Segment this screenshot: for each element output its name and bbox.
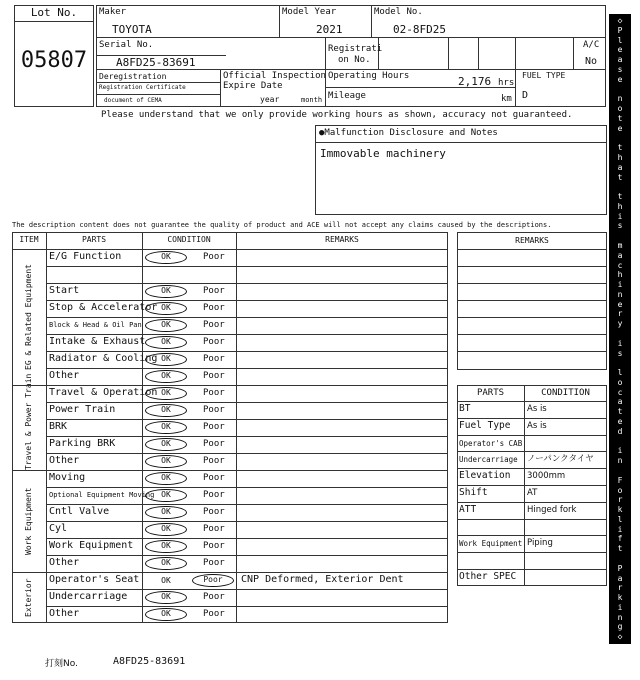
specs-part: Elevation [459, 470, 511, 482]
ok-marked: OK [145, 455, 187, 468]
sidebar-char: t [617, 407, 623, 417]
sidebar-char [609, 554, 631, 564]
sidebar-char: t [617, 544, 623, 554]
sidebar-char: ◇ [617, 632, 623, 642]
operating-hours-value: 2,176 [458, 75, 492, 88]
sidebar-char: i [617, 211, 623, 221]
sidebar-char: e [617, 417, 623, 427]
specs-condition: As is [527, 420, 547, 431]
poor-option: Poor [203, 473, 225, 483]
right-remarks-row-divider [457, 266, 607, 267]
row-part-label: Moving [49, 472, 86, 483]
sidebar-char [609, 466, 631, 476]
sidebar-char [609, 84, 631, 94]
right-remarks-row-divider [457, 283, 607, 284]
ok-marked: OK [145, 302, 187, 315]
table-row-divider [46, 266, 448, 267]
sidebar-char: t [617, 172, 623, 182]
table-row-divider [46, 368, 448, 369]
ok-marked: OK [145, 387, 187, 400]
poor-option: Poor [203, 490, 225, 500]
specs-row-divider [457, 485, 607, 486]
sidebar-char [609, 231, 631, 241]
table-header-remarks: REMARKS [325, 235, 359, 244]
sidebar-char: l [617, 514, 623, 524]
model-no-label: Model No. [374, 7, 423, 17]
row-part-label: Intake & Exhaust [49, 336, 146, 347]
registration-certificate-label: Registration Certificate [99, 84, 186, 91]
ok-marked: OK [145, 489, 187, 502]
sidebar-char: e [617, 123, 623, 133]
right-remarks-row-divider [457, 351, 607, 352]
specs-condition: 3000mm [527, 471, 566, 482]
table-row-divider [12, 470, 448, 471]
poor-marked: Poor [192, 574, 234, 587]
row-part-label: Other [49, 608, 80, 619]
poor-option: Poor [203, 354, 225, 364]
sidebar-char: o [617, 104, 623, 114]
sidebar-char: e [617, 74, 623, 84]
sidebar-char: c [617, 387, 623, 397]
right-remarks-header: REMARKS [515, 236, 549, 245]
table-col-divider [236, 232, 237, 623]
specs-part: Work Equipment [459, 539, 523, 549]
stamp-number-value: A8FD25-83691 [113, 656, 186, 667]
lot-label: Lot No. [30, 6, 78, 19]
fuel-type-value: D [522, 90, 529, 101]
table-header-parts: PARTS [81, 235, 107, 244]
row-part-label: Undercarriage [49, 591, 128, 602]
specs-part: Fuel Type [459, 419, 511, 431]
poor-option: Poor [203, 405, 225, 415]
group-label: Exterior [24, 578, 33, 617]
serial-label: Serial No. [99, 40, 154, 50]
table-row-divider [46, 436, 448, 437]
location-notice-sidebar [609, 14, 631, 644]
specs-row-divider [457, 468, 607, 469]
table-row-divider [46, 521, 448, 522]
poor-option: Poor [203, 320, 225, 330]
ac-label: A/C [583, 40, 600, 50]
ok-marked: OK [145, 523, 187, 536]
poor-option: Poor [203, 388, 225, 398]
sidebar-char: a [617, 397, 623, 407]
sidebar-char: P [617, 25, 623, 35]
row-part-label: Block & Head & Oil Pan [49, 321, 142, 329]
right-remarks-box [457, 232, 607, 370]
sidebar-char: ◇ [617, 16, 623, 25]
poor-option: Poor [203, 524, 225, 534]
poor-option: Poor [203, 252, 225, 262]
specs-row-divider [457, 502, 607, 503]
group-label: EG & Related Equipment [24, 264, 33, 370]
fuel-type-label: FUEL TYPE [522, 71, 566, 80]
table-row-divider [46, 555, 448, 556]
table-header-condition: CONDITION [167, 235, 211, 244]
row-part-label: Radiator & Cooling [49, 353, 158, 364]
poor-option: Poor [203, 609, 225, 619]
sidebar-char [609, 358, 631, 368]
ok-marked: OK [145, 319, 187, 332]
month-label: month [301, 96, 323, 104]
ok-marked: OK [145, 285, 187, 298]
sidebar-char: t [617, 143, 623, 153]
notice-text: Please understand that we only provide working hours as shown, accuracy not guaranteed. [101, 110, 573, 120]
malfunction-box [315, 125, 607, 215]
specs-header-condition: CONDITION [541, 388, 590, 398]
sidebar-char: t [617, 113, 623, 123]
sidebar-char: n [617, 289, 623, 299]
sidebar-char [609, 437, 631, 447]
mileage-label: Mileage [328, 91, 366, 101]
sidebar-char: a [617, 162, 623, 172]
ok-marked: OK [145, 251, 187, 264]
sidebar-char: l [617, 368, 623, 378]
ok-marked: OK [145, 404, 187, 417]
specs-row-divider [457, 569, 607, 570]
table-header-item: ITEM [19, 235, 39, 244]
registration-label-2: on No. [338, 55, 371, 65]
sidebar-char [609, 329, 631, 339]
ok-marked: OK [145, 506, 187, 519]
ok-marked: OK [145, 370, 187, 383]
sidebar-char: n [617, 94, 623, 104]
ac-value: No [585, 56, 598, 67]
sidebar-char: i [617, 280, 623, 290]
sidebar-char: e [617, 45, 623, 55]
table-row-divider [46, 538, 448, 539]
ok-marked: OK [145, 336, 187, 349]
ok-marked: OK [145, 438, 187, 451]
sidebar-char: f [617, 534, 623, 544]
sidebar-char: l [617, 35, 623, 45]
table-row-divider [46, 487, 448, 488]
sidebar-char: s [617, 64, 623, 74]
row-part-label: Work Equipment [49, 540, 134, 551]
sidebar-char: n [617, 612, 623, 622]
poor-option: Poor [203, 592, 225, 602]
specs-row-divider [457, 451, 607, 452]
ok-marked: OK [145, 591, 187, 604]
hrs-unit: hrs [498, 78, 515, 88]
table-row-divider [46, 300, 448, 301]
row-part-label: Cyl [49, 523, 68, 534]
poor-option: Poor [203, 303, 225, 313]
table-header-divider [12, 249, 448, 250]
ok-marked: OK [145, 421, 187, 434]
specs-condition: AT [527, 488, 538, 498]
sidebar-char: r [617, 309, 623, 319]
lot-number: 05807 [20, 48, 88, 73]
table-row-divider [46, 606, 448, 607]
sidebar-char: e [617, 299, 623, 309]
sidebar-char: a [617, 250, 623, 260]
table-row-divider [12, 385, 448, 386]
specs-condition: As is [527, 404, 547, 414]
sidebar-char: n [617, 456, 623, 466]
specs-row-divider [457, 435, 607, 436]
row-part-label: Cntl Valve [49, 506, 110, 517]
row-part-label: Parking BRK [49, 438, 116, 449]
specs-row-divider [457, 552, 607, 553]
sidebar-char: o [617, 485, 623, 495]
row-part-label: Other [49, 370, 80, 381]
registration-label-1: Registrati [328, 44, 383, 54]
table-row-divider [46, 351, 448, 352]
inspection-label-2: Expire Date [223, 81, 283, 91]
sidebar-char: i [617, 602, 623, 612]
poor-option: Poor [203, 439, 225, 449]
sidebar-char: i [617, 446, 623, 456]
poor-option: Poor [203, 558, 225, 568]
specs-part: Other SPEC [459, 571, 517, 582]
deregistration-label: Deregistration [99, 72, 167, 81]
sidebar-char: s [617, 348, 623, 358]
year-label: year [260, 95, 280, 104]
ok-marked: OK [145, 557, 187, 570]
row-part-label: Start [49, 285, 80, 296]
sidebar-char [609, 182, 631, 192]
sidebar-char: k [617, 505, 623, 515]
serial-value: A8FD25-83691 [116, 56, 196, 69]
row-part-label: Operator's Seat [49, 574, 140, 585]
model-no-value: 02-8FD25 [393, 23, 446, 36]
ok-marked: OK [145, 472, 187, 485]
sidebar-char: h [617, 270, 623, 280]
table-row-divider [46, 334, 448, 335]
specs-row-divider [457, 535, 607, 536]
row-part-label: Travel & Operation [49, 387, 158, 398]
sidebar-char: F [617, 475, 623, 485]
poor-option: Poor [203, 507, 225, 517]
sidebar-char: s [617, 221, 623, 231]
right-remarks-row-divider [457, 317, 607, 318]
row-part-label: Power Train [49, 404, 116, 415]
sidebar-char: y [617, 319, 623, 329]
sidebar-char [609, 133, 631, 143]
group-label: Work Equipment [24, 487, 33, 555]
disclaimer-text: The description content does not guarantee the quality of product and ACE will not accept any claims caused by the descriptions. [12, 221, 552, 229]
poor-option: Poor [203, 422, 225, 432]
sidebar-char: a [617, 55, 623, 65]
table-row-divider [46, 419, 448, 420]
inspection-label-1: Official Inspection [223, 71, 326, 81]
sidebar-char: a [617, 573, 623, 583]
table-row-divider [46, 504, 448, 505]
right-remarks-row-divider [457, 334, 607, 335]
table-row-divider [46, 283, 448, 284]
operating-hours-label: Operating Hours [328, 71, 410, 81]
right-remarks-header-divider [457, 249, 607, 250]
sidebar-char: i [617, 338, 623, 348]
maker-value: TOYOTA [112, 23, 152, 36]
specs-row-divider [457, 519, 607, 520]
row-remark: CNP Deformed, Exterior Dent [241, 574, 404, 585]
stamp-number-label: 打刻No. [45, 659, 78, 669]
row-part-label: BRK [49, 421, 68, 432]
specs-row-divider [457, 401, 607, 402]
specs-part: Shift [459, 487, 488, 498]
table-col-divider [46, 232, 47, 623]
table-row-divider [12, 572, 448, 573]
maker-label: Maker [99, 7, 127, 17]
ok-marked: OK [145, 353, 187, 366]
table-row-divider [46, 317, 448, 318]
table-row-divider [46, 589, 448, 590]
malfunction-title: ●Malfunction Disclosure and Notes [319, 128, 498, 138]
sidebar-char: m [617, 240, 623, 250]
cema-document-label: document of CEMA [104, 97, 162, 104]
sidebar-char: c [617, 260, 623, 270]
row-part-label: E/G Function [49, 251, 122, 262]
location-notice-text [609, 14, 631, 642]
malfunction-text: Immovable machinery [320, 147, 446, 160]
specs-header-parts: PARTS [476, 388, 505, 398]
model-year-value: 2021 [316, 23, 343, 36]
sidebar-char: h [617, 152, 623, 162]
row-part-label: Other [49, 557, 80, 568]
sidebar-char: d [617, 426, 623, 436]
km-unit: km [501, 94, 512, 104]
ok-marked: OK [145, 608, 187, 621]
row-part-label: Other [49, 455, 80, 466]
poor-option: Poor [203, 371, 225, 381]
table-row-divider [46, 453, 448, 454]
specs-row-divider [457, 418, 607, 419]
sidebar-char: P [617, 563, 623, 573]
row-part-label: Optional Equipment Moving [49, 491, 155, 499]
specs-part: Operator's CAB [459, 438, 523, 448]
specs-condition: ノーパンクタイヤ [527, 454, 594, 465]
specs-condition: Piping [527, 538, 553, 549]
table-col-divider [142, 232, 143, 623]
poor-option: Poor [203, 286, 225, 296]
specs-condition: Hinged fork [527, 504, 577, 515]
sidebar-char: r [617, 495, 623, 505]
sidebar-char: h [617, 201, 623, 211]
sidebar-char: g [617, 622, 623, 632]
specs-part: BT [459, 403, 471, 414]
group-label: Travel & Power Train [24, 373, 33, 470]
poor-option: Poor [203, 337, 225, 347]
right-remarks-row-divider [457, 300, 607, 301]
table-row-divider [46, 402, 448, 403]
specs-part: ATT [459, 503, 477, 515]
poor-option: Poor [203, 541, 225, 551]
ok-option: OK [161, 576, 171, 585]
ok-marked: OK [145, 540, 187, 553]
poor-option: Poor [203, 456, 225, 466]
sidebar-char: k [617, 593, 623, 603]
sidebar-char: o [617, 377, 623, 387]
sidebar-char: r [617, 583, 623, 593]
specs-part: Undercarriage [459, 455, 518, 465]
row-part-label: Stop & Accelerator [49, 302, 158, 313]
model-year-label: Model Year [282, 7, 337, 17]
sidebar-char: i [617, 524, 623, 534]
sidebar-char: t [617, 192, 623, 202]
